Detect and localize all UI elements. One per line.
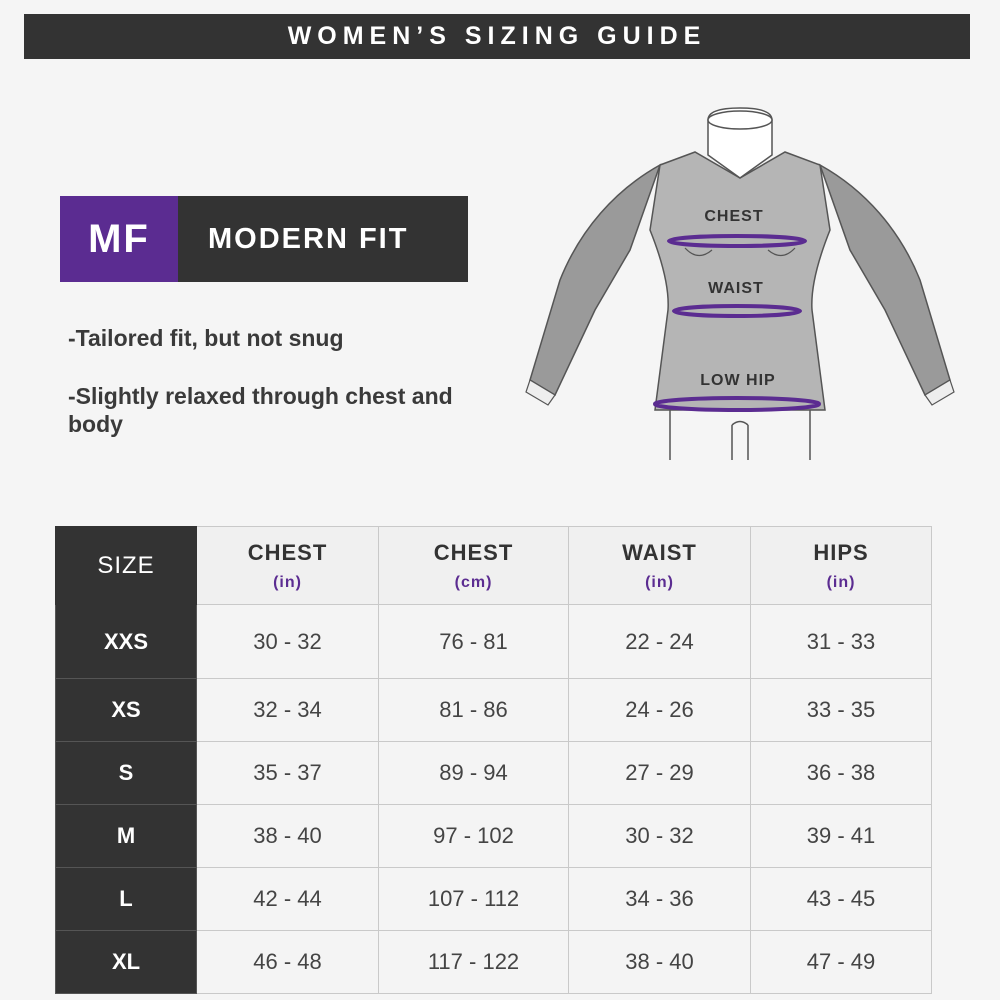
page-title: WOMEN’S SIZING GUIDE [24, 14, 970, 59]
table-cell: 76 - 81 [379, 605, 569, 679]
table-cell: 81 - 86 [379, 679, 569, 742]
column-unit: (in) [273, 573, 302, 591]
mannequin-neck-top [708, 111, 772, 129]
table-cell: 97 - 102 [379, 805, 569, 868]
table-cell: 27 - 29 [569, 742, 751, 805]
table-cell: 36 - 38 [751, 742, 932, 805]
column-title: CHEST [433, 539, 514, 565]
column-header-chest-cm [379, 527, 569, 605]
fit-badge [60, 196, 468, 282]
table-row [56, 742, 932, 805]
low-hip-label: LOW HIP [700, 372, 776, 389]
table-row [56, 868, 932, 931]
fit-code: MF [60, 196, 178, 282]
table-cell: 42 - 44 [197, 868, 379, 931]
table-row [56, 805, 932, 868]
table-row [56, 605, 932, 679]
table-cell: 30 - 32 [569, 805, 751, 868]
chest-label: CHEST [704, 208, 764, 225]
left-sleeve [530, 165, 660, 395]
fit-description-2: -Slightly relaxed through chest and body [68, 383, 453, 437]
table-cell: 38 - 40 [197, 805, 379, 868]
size-column-header: SIZE [56, 527, 197, 605]
table-cell: 117 - 122 [379, 931, 569, 994]
table-cell: 89 - 94 [379, 742, 569, 805]
size-chart-table [55, 526, 932, 994]
table-header-row [56, 527, 932, 605]
table-cell: 22 - 24 [569, 605, 751, 679]
table-cell: 38 - 40 [569, 931, 751, 994]
column-header-waist-in [569, 527, 751, 605]
table-row [56, 931, 932, 994]
column-header-chest-in [197, 527, 379, 605]
table-cell: 30 - 32 [197, 605, 379, 679]
table-cell: 43 - 45 [751, 868, 932, 931]
table-cell: 31 - 33 [751, 605, 932, 679]
fit-description-1: -Tailored fit, but not snug [68, 325, 344, 351]
table-cell: 24 - 26 [569, 679, 751, 742]
column-unit: (in) [645, 573, 674, 591]
size-cell: M [56, 805, 197, 868]
garment-measurement-diagram [520, 100, 960, 470]
table-cell: 107 - 112 [379, 868, 569, 931]
size-cell: S [56, 742, 197, 805]
size-cell: XXS [56, 605, 197, 679]
legs-outline [670, 410, 810, 460]
column-unit: (cm) [454, 573, 493, 591]
size-cell: XS [56, 679, 197, 742]
size-cell: XL [56, 931, 197, 994]
table-cell: 47 - 49 [751, 931, 932, 994]
column-title: HIPS [813, 539, 869, 565]
column-header-hips-in [751, 527, 932, 605]
table-row [56, 679, 932, 742]
table-cell: 34 - 36 [569, 868, 751, 931]
waist-label: WAIST [708, 280, 764, 297]
table-cell: 35 - 37 [197, 742, 379, 805]
right-sleeve [820, 165, 950, 395]
table-cell: 46 - 48 [197, 931, 379, 994]
table-cell: 39 - 41 [751, 805, 932, 868]
column-title: WAIST [622, 539, 697, 565]
table-cell: 33 - 35 [751, 679, 932, 742]
size-cell: L [56, 868, 197, 931]
column-unit: (in) [826, 573, 856, 591]
column-title: CHEST [247, 539, 328, 565]
fit-name: MODERN FIT [178, 196, 468, 282]
table-cell: 32 - 34 [197, 679, 379, 742]
